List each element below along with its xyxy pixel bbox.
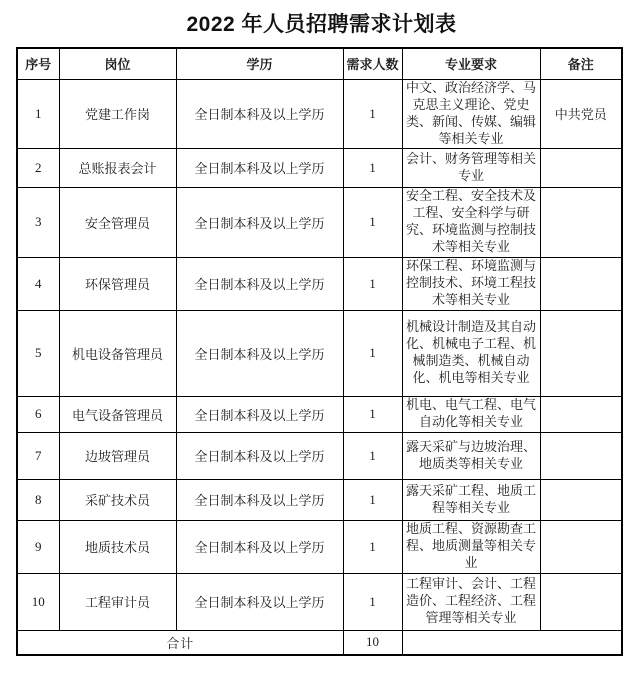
table-row <box>17 479 622 520</box>
cell-education: 全日制本科及以上学历 <box>176 520 343 573</box>
cell-count: 1 <box>343 148 402 187</box>
cell-note <box>540 257 622 310</box>
cell-major: 露天采矿与边坡治理、地质类等相关专业 <box>402 432 540 479</box>
cell-major: 安全工程、安全技术及工程、安全科学与研究、环境监测与控制技术等相关专业 <box>402 187 540 257</box>
cell-education: 全日制本科及以上学历 <box>176 573 343 630</box>
cell-education: 全日制本科及以上学历 <box>176 310 343 396</box>
page-title: 2022 年人员招聘需求计划表 <box>186 13 457 36</box>
cell-position: 地质技术员 <box>59 520 176 573</box>
header-no: 序号 <box>17 48 59 79</box>
cell-major: 中文、政治经济学、马克思主义理论、党史类、新闻、传媒、编辑等相关专业 <box>402 79 540 148</box>
cell-note <box>540 479 622 520</box>
cell-education: 全日制本科及以上学历 <box>176 479 343 520</box>
cell-no: 6 <box>17 396 59 432</box>
cell-position: 总账报表会计 <box>59 148 176 187</box>
header-position: 岗位 <box>59 48 176 79</box>
table-row <box>17 257 622 310</box>
cell-major: 环保工程、环境监测与控制技术、环境工程技术等相关专业 <box>402 257 540 310</box>
cell-no: 7 <box>17 432 59 479</box>
header-education: 学历 <box>176 48 343 79</box>
cell-count: 1 <box>343 310 402 396</box>
cell-count: 1 <box>343 187 402 257</box>
table-row <box>17 310 622 396</box>
header-major: 专业要求 <box>402 48 540 79</box>
cell-major: 工程审计、会计、工程造价、工程经济、工程管理等相关专业 <box>402 573 540 630</box>
cell-education: 全日制本科及以上学历 <box>176 257 343 310</box>
header-count: 需求人数 <box>343 48 402 79</box>
cell-note <box>540 148 622 187</box>
cell-major: 露天采矿工程、地质工程等相关专业 <box>402 479 540 520</box>
cell-no: 5 <box>17 310 59 396</box>
cell-position: 电气设备管理员 <box>59 396 176 432</box>
total-label: 合计 <box>17 630 343 655</box>
recruitment-plan-table <box>16 47 623 656</box>
cell-note <box>540 187 622 257</box>
cell-position: 环保管理员 <box>59 257 176 310</box>
table-header-row <box>17 48 622 79</box>
cell-count: 1 <box>343 257 402 310</box>
cell-count: 1 <box>343 573 402 630</box>
table-row <box>17 187 622 257</box>
cell-count: 1 <box>343 520 402 573</box>
cell-no: 9 <box>17 520 59 573</box>
cell-position: 党建工作岗 <box>59 79 176 148</box>
cell-note <box>540 432 622 479</box>
cell-education: 全日制本科及以上学历 <box>176 148 343 187</box>
table-total-row <box>17 630 622 655</box>
cell-education: 全日制本科及以上学历 <box>176 79 343 148</box>
cell-position: 安全管理员 <box>59 187 176 257</box>
cell-no: 10 <box>17 573 59 630</box>
cell-note <box>540 396 622 432</box>
cell-education: 全日制本科及以上学历 <box>176 396 343 432</box>
cell-major: 地质工程、资源勘查工程、地质测量等相关专业 <box>402 520 540 573</box>
cell-position: 工程审计员 <box>59 573 176 630</box>
cell-position: 机电设备管理员 <box>59 310 176 396</box>
cell-no: 4 <box>17 257 59 310</box>
cell-no: 1 <box>17 79 59 148</box>
cell-position: 边坡管理员 <box>59 432 176 479</box>
cell-count: 1 <box>343 432 402 479</box>
cell-note: 中共党员 <box>540 79 622 148</box>
table-row <box>17 432 622 479</box>
cell-note <box>540 310 622 396</box>
cell-count: 1 <box>343 396 402 432</box>
table-row <box>17 520 622 573</box>
cell-note <box>540 520 622 573</box>
cell-no: 2 <box>17 148 59 187</box>
cell-major: 机电、电气工程、电气自动化等相关专业 <box>402 396 540 432</box>
table-row <box>17 79 622 148</box>
cell-no: 3 <box>17 187 59 257</box>
table-row <box>17 148 622 187</box>
cell-count: 1 <box>343 479 402 520</box>
table-row <box>17 396 622 432</box>
cell-major: 会计、财务管理等相关专业 <box>402 148 540 187</box>
cell-position: 采矿技术员 <box>59 479 176 520</box>
cell-note <box>540 573 622 630</box>
total-blank-cell <box>402 630 622 655</box>
cell-count: 1 <box>343 79 402 148</box>
cell-major: 机械设计制造及其自动化、机械电子工程、机械制造类、机械自动化、机电等相关专业 <box>402 310 540 396</box>
table-row <box>17 573 622 630</box>
cell-education: 全日制本科及以上学历 <box>176 432 343 479</box>
header-note: 备注 <box>540 48 622 79</box>
cell-no: 8 <box>17 479 59 520</box>
total-count: 10 <box>343 630 402 655</box>
cell-education: 全日制本科及以上学历 <box>176 187 343 257</box>
